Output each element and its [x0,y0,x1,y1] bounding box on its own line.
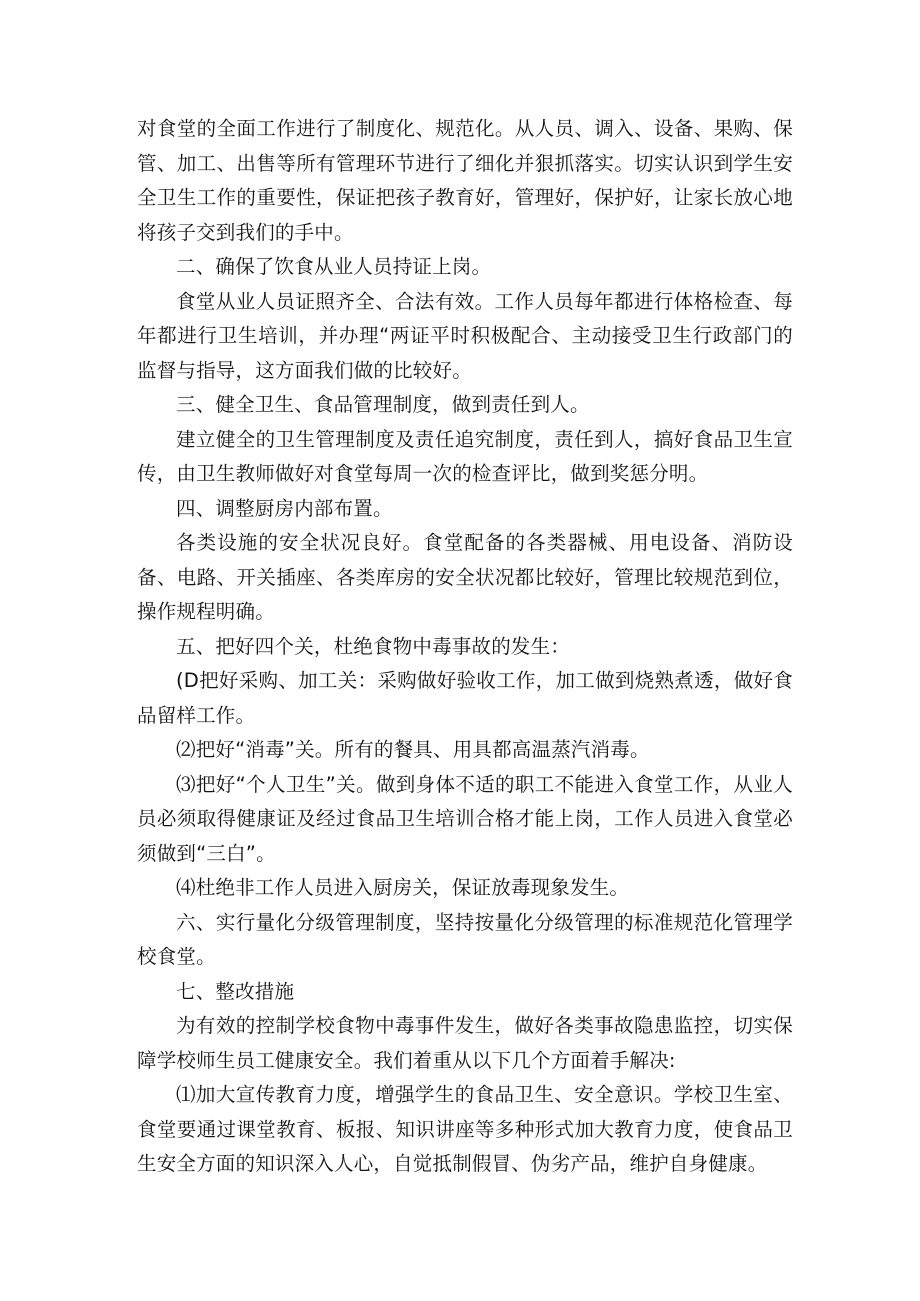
list-item-2: ⑵把好“消毒”关。所有的餐具、用具都高温蒸汽消毒。 [176,738,650,761]
heading-section-7: 七、整改措施 [176,979,295,1003]
heading-section-4: 四、调整厨房内部布置。 [176,496,393,520]
document-body [137,112,793,1182]
heading-section-5: 五、把好四个关，杜绝食物中毒事故的发生： [176,634,571,658]
paragraph-section-2: 食堂从业人员证照齐全、合法有效。工作人员每年都进行体格检查、每年都进行卫生培训，并办理“两证平时积极配合、主动接受卫生行政部门的监督与指导，这方面我们做的比较好。 [137,289,793,382]
list-item-1: (D把好采购、加工关：采购做好验收工作，加工做到烧熟煮透，做好食品留样工作。 [137,669,793,727]
list-item-3: ⑶把好“个人卫生”关。做到身体不适的职工不能进入食堂工作，从业人员必须取得健康证及经过食品卫生培训合格才能上岗，工作人员进入食堂必须做到“三白”。 [137,772,793,865]
list-item-4: ⑷杜绝非工作人员进入厨房关，保证放毒现象发生。 [176,876,630,899]
heading-section-2: 二、确保了饮食从业人员持证上岗。 [176,255,492,278]
heading-section-3: 三、健全卫生、食品管理制度，做到责任到人。 [176,393,590,416]
paragraph-section-3: 建立健全的卫生管理制度及责任追究制度，责任到人，搞好食品卫生宣传，由卫生教师做好对食堂每周一次的检查评比，做到奖惩分明。 [137,427,793,485]
paragraph-section-4: 各类设施的安全状况良好。食堂配备的各类器械、用电设备、消防设备、电路、开关插座、各类库房的安全状况都比较好，管理比较规范到位，操作规程明确。 [137,531,793,623]
heading-section-6: 六、实行量化分级管理制度，坚持按量化分级管理的标准规范化管理学校食堂。 [137,910,793,968]
paragraph-continuation: 对食堂的全面工作进行了制度化、规范化。从人员、调入、设备、果购、保管、加工、出售等所有管理环节进行了细化并狠抓落实。切实认识到学生安全卫生工作的重要性，保证把孩子教育好，管理好，保护好，让家长放心地将孩子交到我们的手中。 [137,117,793,244]
paragraph-section-7: 为有效的控制学校食物中毒事件发生，做好各类事故隐患监控，切实保障学校师生员工健康安全。我们着重从以下几个方面着手解决: [137,1014,793,1072]
list-item-measure-1: ⑴加大宣传教育力度，增强学生的食品卫生、安全意识。学校卫生室、食堂要通过课堂教育、板报、知识讲座等多种形式加大教育力度，使食品卫生安全方面的知识深入人心，自觉抵制假冒、伪劣产品，维护自身健康。 [137,1083,793,1175]
